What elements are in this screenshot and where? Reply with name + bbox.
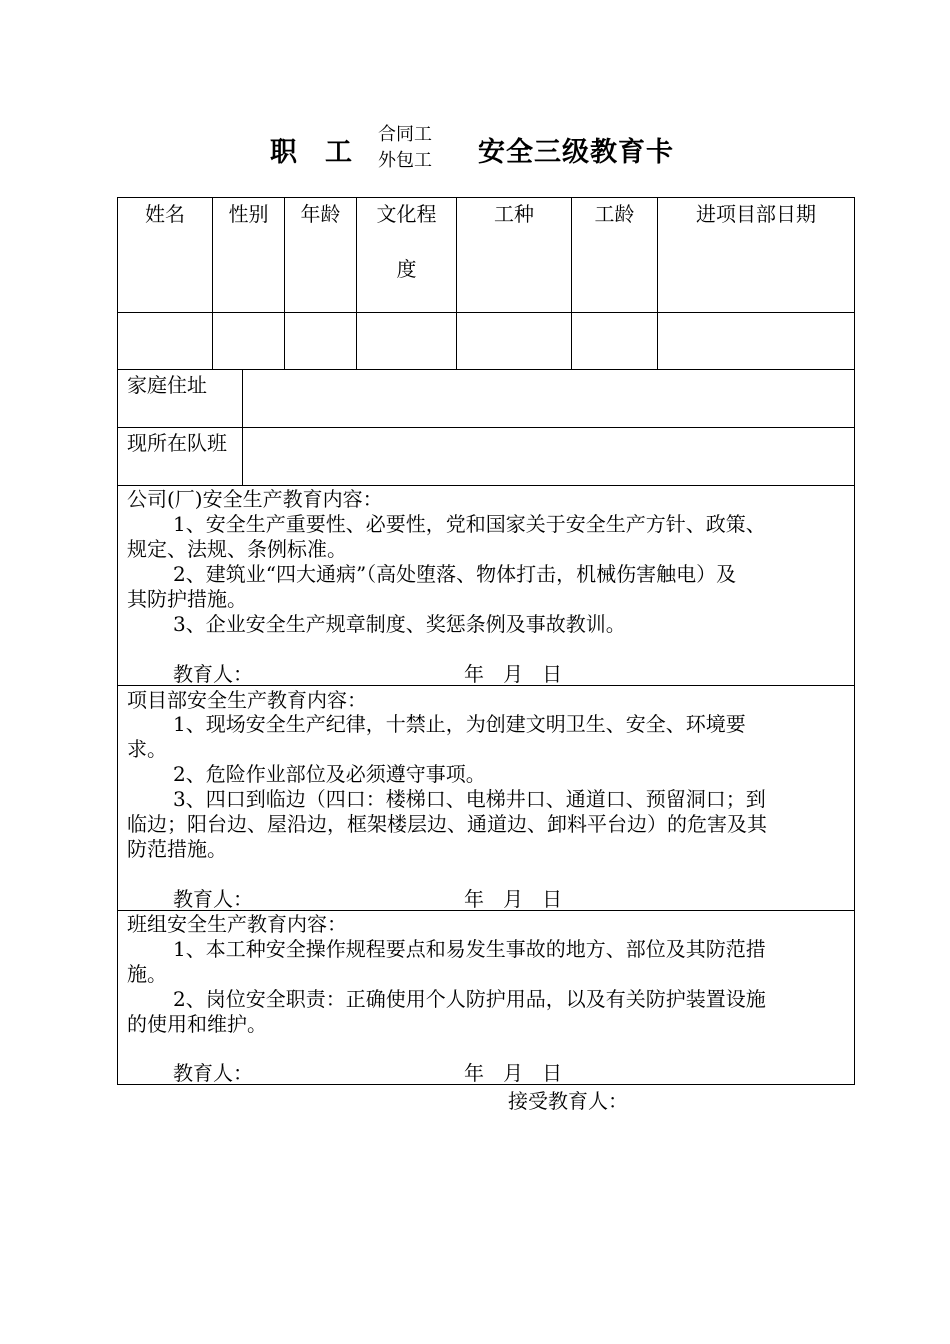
project-heading: 项目部安全生产教育内容： [127, 688, 367, 712]
team-date: 年 月 日 [464, 1061, 563, 1085]
company-line-3: 2、建筑业“四大通病”（高处堕落、物体打击，机械伤害触电）及 [173, 562, 737, 586]
table-line [117, 312, 855, 313]
table-border-right [854, 197, 855, 1085]
project-line-5: 临边；阳台边、屋沿边，框架楼层边、通道边、卸料平台边）的危害及其 [127, 812, 767, 836]
table-line [117, 485, 855, 486]
project-line-3: 2、危险作业部位及必须遵守事项。 [173, 762, 486, 786]
company-date: 年 月 日 [464, 662, 563, 686]
header-entry-date: 进项目部日期 [696, 202, 816, 226]
table-line [117, 427, 855, 428]
company-line-5: 3、企业安全生产规章制度、奖惩条例及事故教训。 [173, 612, 626, 636]
project-line-1: 1、现场安全生产纪律，十禁止，为创建文明卫生、安全、环境要 [173, 712, 746, 736]
address-label: 家庭住址 [127, 373, 207, 397]
team-educator-label: 教育人： [173, 1061, 253, 1085]
header-age: 年龄 [300, 202, 341, 226]
project-date: 年 月 日 [464, 887, 563, 911]
header-education-2: 度 [396, 257, 417, 281]
team-heading: 班组安全生产教育内容： [127, 912, 347, 936]
title-option-outsourced: 外包工 [378, 150, 432, 171]
header-seniority: 工龄 [594, 202, 635, 226]
project-educator-label: 教育人： [173, 887, 253, 911]
title-option-contract: 合同工 [378, 124, 432, 145]
team-line-2: 施。 [127, 962, 167, 986]
company-line-1: 1、安全生产重要性、必要性，党和国家关于安全生产方针、政策、 [173, 512, 766, 536]
title-main: 安全三级教育卡 [478, 137, 674, 168]
team-line-4: 的使用和维护。 [127, 1012, 267, 1036]
project-line-2: 求。 [127, 737, 167, 761]
header-gender: 性别 [228, 202, 269, 226]
table-col-line [242, 369, 243, 486]
table-border-left [117, 197, 118, 1085]
team-line-1: 1、本工种安全操作规程要点和易发生事故的地方、部位及其防范措 [173, 937, 766, 961]
company-line-4: 其防护措施。 [127, 587, 247, 611]
table-line [117, 369, 855, 370]
project-line-4: 3、四口到临边（四口：楼梯口、电梯井口、通道口、预留洞口；到 [173, 787, 766, 811]
table-border-top [117, 197, 855, 198]
header-education-1: 文化程 [376, 202, 437, 226]
team-line-3: 2、岗位安全职责：正确使用个人防护用品，以及有关防护装置设施 [173, 987, 766, 1011]
title-gong: 工 [325, 137, 352, 168]
company-line-2: 规定、法规、条例标准。 [127, 537, 347, 561]
team-label: 现所在队班 [127, 431, 227, 455]
project-line-6: 防范措施。 [127, 837, 227, 861]
company-educator-label: 教育人： [173, 662, 253, 686]
company-heading: 公司(厂)安全生产教育内容： [127, 487, 383, 511]
header-trade: 工种 [494, 202, 534, 226]
header-name: 姓名 [145, 202, 185, 226]
receiver-label: 接受教育人： [508, 1089, 628, 1113]
title-zhi: 职 [270, 137, 297, 168]
